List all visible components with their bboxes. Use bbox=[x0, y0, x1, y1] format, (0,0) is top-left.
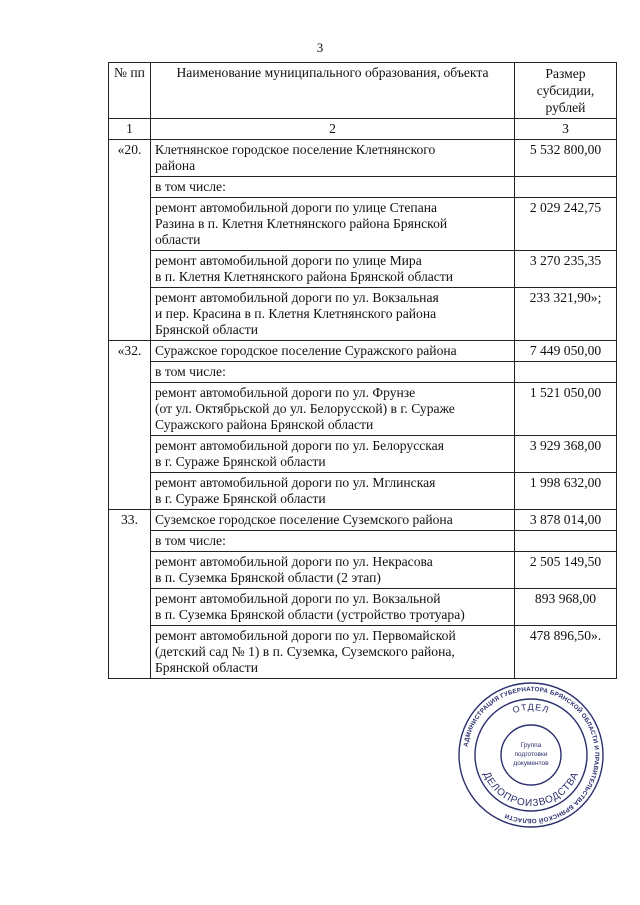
row-number-empty bbox=[109, 589, 151, 626]
row-amount: 2 029 242,75 bbox=[515, 198, 617, 251]
row-number-empty bbox=[109, 383, 151, 436]
row-name bbox=[151, 510, 515, 531]
table-header-row bbox=[109, 63, 617, 119]
row-name-line: ремонт автомобильной дороги по ул. Вокзальной bbox=[155, 591, 441, 606]
table-row bbox=[109, 140, 617, 177]
row-name-line: и пер. Красина в п. Клетня Клетнянского района bbox=[155, 306, 437, 321]
row-name-line: Разина в п. Клетня Клетнянского района Брянской bbox=[155, 216, 448, 231]
row-including: в том числе: bbox=[151, 531, 515, 552]
row-amount: 3 929 368,00 bbox=[515, 436, 617, 473]
row-name bbox=[151, 341, 515, 362]
row-name bbox=[151, 140, 515, 177]
row-number-empty bbox=[109, 362, 151, 383]
row-name bbox=[151, 589, 515, 626]
row-name-line: Суземское городское поселение Суземского района bbox=[155, 512, 453, 527]
row-name-line: Клетнянское городское поселение Клетнянского bbox=[155, 142, 436, 157]
header-amount-line: рублей bbox=[545, 100, 586, 115]
seal-ring-text: АДМИНИСТРАЦИЯ ГУБЕРНАТОРА БРЯНСКОЙ ОБЛАСТИ И ПРАВИТЕЛЬСТВА БРЯНСКОЙ ОБЛАСТИ bbox=[462, 685, 601, 825]
row-name-line: в п. Суземка Брянской области (устройство тротуара) bbox=[155, 607, 465, 622]
seal-top-arc-text: ОТДЕЛ bbox=[511, 701, 551, 716]
row-number-empty bbox=[109, 177, 151, 198]
row-amount: 3 878 014,00 bbox=[515, 510, 617, 531]
row-name-line: ремонт автомобильной дороги по улице Мира bbox=[155, 253, 422, 268]
row-amount: 7 449 050,00 bbox=[515, 341, 617, 362]
row-name bbox=[151, 473, 515, 510]
row-number-empty bbox=[109, 552, 151, 589]
row-number: «20. bbox=[109, 140, 151, 177]
table-row bbox=[109, 626, 617, 679]
colnum-1: 1 bbox=[109, 119, 151, 140]
table-row bbox=[109, 589, 617, 626]
row-amount: 2 505 149,50 bbox=[515, 552, 617, 589]
table-row bbox=[109, 288, 617, 341]
row-name bbox=[151, 198, 515, 251]
row-number-empty bbox=[109, 251, 151, 288]
row-amount-empty bbox=[515, 177, 617, 198]
row-name bbox=[151, 626, 515, 679]
row-number-empty bbox=[109, 198, 151, 251]
row-name-line: области bbox=[155, 232, 201, 247]
row-amount: 5 532 800,00 bbox=[515, 140, 617, 177]
row-name-line: района bbox=[155, 158, 196, 173]
row-number: «32. bbox=[109, 341, 151, 362]
row-number-empty bbox=[109, 288, 151, 341]
subsidy-table bbox=[108, 62, 617, 679]
row-name-line: ремонт автомобильной дороги по ул. Вокзальная bbox=[155, 290, 439, 305]
row-name bbox=[151, 288, 515, 341]
row-name-line: в г. Сураже Брянской области bbox=[155, 454, 326, 469]
row-number-empty bbox=[109, 626, 151, 679]
header-amount-line: Размер bbox=[545, 66, 586, 81]
row-name-line: Суражского района Брянской области bbox=[155, 417, 374, 432]
column-numbers-row bbox=[109, 119, 617, 140]
department-seal bbox=[456, 680, 606, 830]
row-amount: 1 998 632,00 bbox=[515, 473, 617, 510]
row-amount: 3 270 235,35 bbox=[515, 251, 617, 288]
table-row bbox=[109, 473, 617, 510]
row-amount: 893 968,00 bbox=[515, 589, 617, 626]
seal-center-line: подготовки bbox=[514, 751, 548, 758]
row-amount: 1 521 050,00 bbox=[515, 383, 617, 436]
row-name-line: Суражское городское поселение Суражского района bbox=[155, 343, 457, 358]
row-name-line: ремонт автомобильной дороги по ул. Первомайской bbox=[155, 628, 456, 643]
row-number: 33. bbox=[109, 510, 151, 531]
seal-center-line: документов bbox=[513, 760, 549, 767]
row-name-line: в п. Клетня Клетнянского района Брянской области bbox=[155, 269, 454, 284]
row-number-empty bbox=[109, 531, 151, 552]
row-including: в том числе: bbox=[151, 177, 515, 198]
colnum-2: 2 bbox=[151, 119, 515, 140]
row-number-empty bbox=[109, 473, 151, 510]
table-row bbox=[109, 362, 617, 383]
row-amount: 233 321,90»; bbox=[515, 288, 617, 341]
row-name bbox=[151, 436, 515, 473]
row-amount-empty bbox=[515, 531, 617, 552]
row-name-line: в п. Суземка Брянской области (2 этап) bbox=[155, 570, 381, 585]
table-row bbox=[109, 531, 617, 552]
header-col-number: № пп bbox=[109, 63, 151, 119]
row-name bbox=[151, 552, 515, 589]
row-amount-empty bbox=[515, 362, 617, 383]
row-name-line: ремонт автомобильной дороги по ул. Некрасова bbox=[155, 554, 433, 569]
table-row bbox=[109, 251, 617, 288]
header-col-name: Наименование муниципального образования, объекта bbox=[151, 63, 515, 119]
row-name-line: в г. Сураже Брянской области bbox=[155, 491, 326, 506]
row-name-line: Брянской области bbox=[155, 660, 258, 675]
row-name-line: Брянской области bbox=[155, 322, 258, 337]
table-row bbox=[109, 341, 617, 362]
header-amount-line: субсидии, bbox=[536, 83, 595, 98]
table-row bbox=[109, 383, 617, 436]
table-row bbox=[109, 510, 617, 531]
row-name-line: (детский сад № 1) в п. Суземка, Суземского района, bbox=[155, 644, 455, 659]
row-name-line: ремонт автомобильной дороги по ул. Белорусская bbox=[155, 438, 444, 453]
page-number: 3 bbox=[316, 40, 324, 55]
row-name bbox=[151, 383, 515, 436]
row-name-line: ремонт автомобильной дороги по ул. Мглинская bbox=[155, 475, 436, 490]
row-number-empty bbox=[109, 436, 151, 473]
row-name-line: ремонт автомобильной дороги по ул. Фрунзе bbox=[155, 385, 416, 400]
row-name bbox=[151, 251, 515, 288]
row-name-line: (от ул. Октябрьской до ул. Белорусской) в г. Сураже bbox=[155, 401, 455, 416]
row-name-line: ремонт автомобильной дороги по улице Степана bbox=[155, 200, 438, 215]
seal-bottom-arc-text: ДЕЛОПРОИЗВОДСТВА bbox=[480, 770, 582, 810]
row-amount: 478 896,50». bbox=[515, 626, 617, 679]
seal-center-line: Группа bbox=[520, 742, 542, 749]
header-col-amount bbox=[515, 63, 617, 119]
row-including: в том числе: bbox=[151, 362, 515, 383]
table-row bbox=[109, 436, 617, 473]
table-row bbox=[109, 198, 617, 251]
table-row bbox=[109, 552, 617, 589]
colnum-3: 3 bbox=[515, 119, 617, 140]
table-row bbox=[109, 177, 617, 198]
